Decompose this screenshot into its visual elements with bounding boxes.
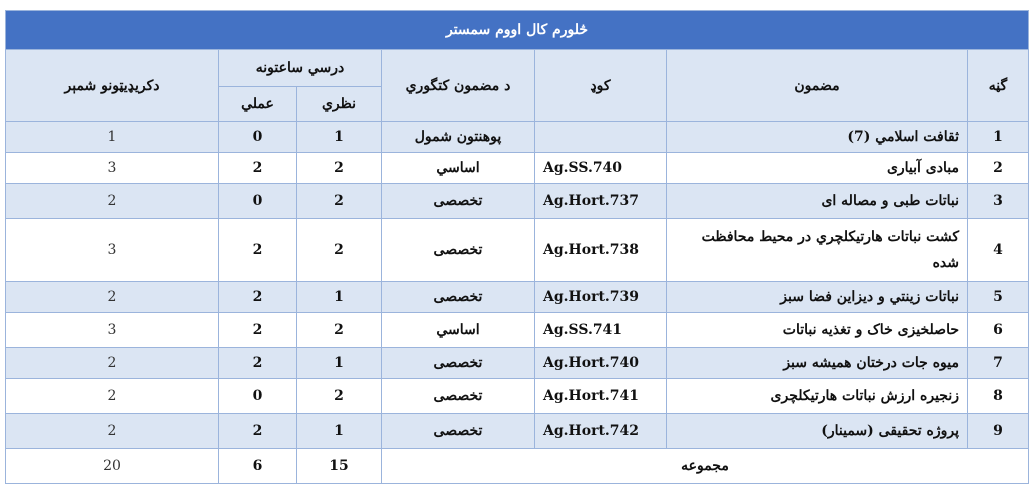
row-theory: 2 bbox=[297, 153, 382, 184]
row-credits: 3 bbox=[6, 219, 219, 282]
row-credits: 2 bbox=[6, 379, 219, 414]
row-practical: 2 bbox=[219, 313, 297, 348]
row-number: 3 bbox=[968, 184, 1029, 219]
row-credits: 2 bbox=[6, 184, 219, 219]
row-code: Ag.Hort.741 bbox=[535, 379, 667, 414]
header-theory: نظري bbox=[297, 87, 382, 122]
header-number: گڼه bbox=[968, 50, 1029, 122]
curriculum-sheet bbox=[5, 10, 1028, 484]
header-subject: مضمون bbox=[667, 50, 968, 122]
header-credits: دکریډیټونو شمېر bbox=[6, 50, 219, 122]
table-row bbox=[6, 282, 1029, 313]
header-row-top bbox=[6, 50, 1029, 87]
total-practical: 6 bbox=[219, 449, 297, 484]
row-number: 6 bbox=[968, 313, 1029, 348]
row-theory: 2 bbox=[297, 313, 382, 348]
row-theory: 1 bbox=[297, 414, 382, 449]
row-credits: 1 bbox=[6, 122, 219, 153]
total-label: مجموعه bbox=[382, 449, 1029, 484]
table-row bbox=[6, 122, 1029, 153]
row-category: اساسي bbox=[382, 153, 535, 184]
table-row bbox=[6, 219, 1029, 282]
row-subject: مبادی آبیاری bbox=[667, 153, 968, 184]
row-theory: 1 bbox=[297, 282, 382, 313]
row-theory: 2 bbox=[297, 379, 382, 414]
row-practical: 2 bbox=[219, 348, 297, 379]
row-subject: پروژه تحقیقی (سمینار) bbox=[667, 414, 968, 449]
table-row bbox=[6, 414, 1029, 449]
row-subject: نباتات طبی و مصاله ای bbox=[667, 184, 968, 219]
row-code: Ag.Hort.740 bbox=[535, 348, 667, 379]
row-category: اساسي bbox=[382, 313, 535, 348]
row-category: تخصصی bbox=[382, 282, 535, 313]
table-row bbox=[6, 348, 1029, 379]
row-code: Ag.Hort.738 bbox=[535, 219, 667, 282]
row-code: Ag.Hort.739 bbox=[535, 282, 667, 313]
row-number: 1 bbox=[968, 122, 1029, 153]
table-row bbox=[6, 379, 1029, 414]
row-number: 2 bbox=[968, 153, 1029, 184]
row-category: تخصصی bbox=[382, 184, 535, 219]
row-subject: کشت نباتات هارتیکلچري در محیط محافظت شده bbox=[667, 219, 968, 282]
row-credits: 2 bbox=[6, 348, 219, 379]
row-practical: 0 bbox=[219, 122, 297, 153]
row-number: 8 bbox=[968, 379, 1029, 414]
table-row bbox=[6, 184, 1029, 219]
table-row bbox=[6, 153, 1029, 184]
total-theory: 15 bbox=[297, 449, 382, 484]
header-practical: عملي bbox=[219, 87, 297, 122]
row-category: پوهنتون شمول bbox=[382, 122, 535, 153]
row-code: Ag.Hort.742 bbox=[535, 414, 667, 449]
row-practical: 0 bbox=[219, 379, 297, 414]
row-category: تخصصی bbox=[382, 219, 535, 282]
row-number: 5 bbox=[968, 282, 1029, 313]
row-code bbox=[535, 122, 667, 153]
row-number: 9 bbox=[968, 414, 1029, 449]
header-weekly-hours: درسي ساعتونه bbox=[219, 50, 382, 87]
row-subject: حاصلخیزی خاک و تغذیه نباتات bbox=[667, 313, 968, 348]
row-theory: 2 bbox=[297, 184, 382, 219]
row-category: تخصصی bbox=[382, 414, 535, 449]
title-row bbox=[6, 11, 1029, 50]
row-number: 4 bbox=[968, 219, 1029, 282]
row-credits: 2 bbox=[6, 414, 219, 449]
row-practical: 2 bbox=[219, 153, 297, 184]
row-subject: نباتات زینتي و دیزاین فضا سبز bbox=[667, 282, 968, 313]
row-subject: میوه جات درختان همیشه سبز bbox=[667, 348, 968, 379]
curriculum-table bbox=[5, 10, 1029, 484]
header-category: د مضمون کتگوري bbox=[382, 50, 535, 122]
table-title: څلورم کال اووم سمستر bbox=[6, 11, 1029, 50]
row-subject: زنجیره ارزش نباتات هارتیکلچری bbox=[667, 379, 968, 414]
row-credits: 3 bbox=[6, 153, 219, 184]
row-subject: ثقافت اسلامي (7) bbox=[667, 122, 968, 153]
row-credits: 2 bbox=[6, 282, 219, 313]
row-theory: 1 bbox=[297, 122, 382, 153]
row-theory: 2 bbox=[297, 219, 382, 282]
header-code: کوډ bbox=[535, 50, 667, 122]
row-practical: 0 bbox=[219, 184, 297, 219]
row-code: Ag.Hort.737 bbox=[535, 184, 667, 219]
row-category: تخصصی bbox=[382, 348, 535, 379]
row-code: Ag.SS.741 bbox=[535, 313, 667, 348]
total-row bbox=[6, 449, 1029, 484]
table-row bbox=[6, 313, 1029, 348]
row-theory: 1 bbox=[297, 348, 382, 379]
row-code: Ag.SS.740 bbox=[535, 153, 667, 184]
row-credits: 3 bbox=[6, 313, 219, 348]
row-practical: 2 bbox=[219, 414, 297, 449]
row-category: تخصصی bbox=[382, 379, 535, 414]
total-credits: 20 bbox=[6, 449, 219, 484]
row-practical: 2 bbox=[219, 282, 297, 313]
row-number: 7 bbox=[968, 348, 1029, 379]
row-practical: 2 bbox=[219, 219, 297, 282]
